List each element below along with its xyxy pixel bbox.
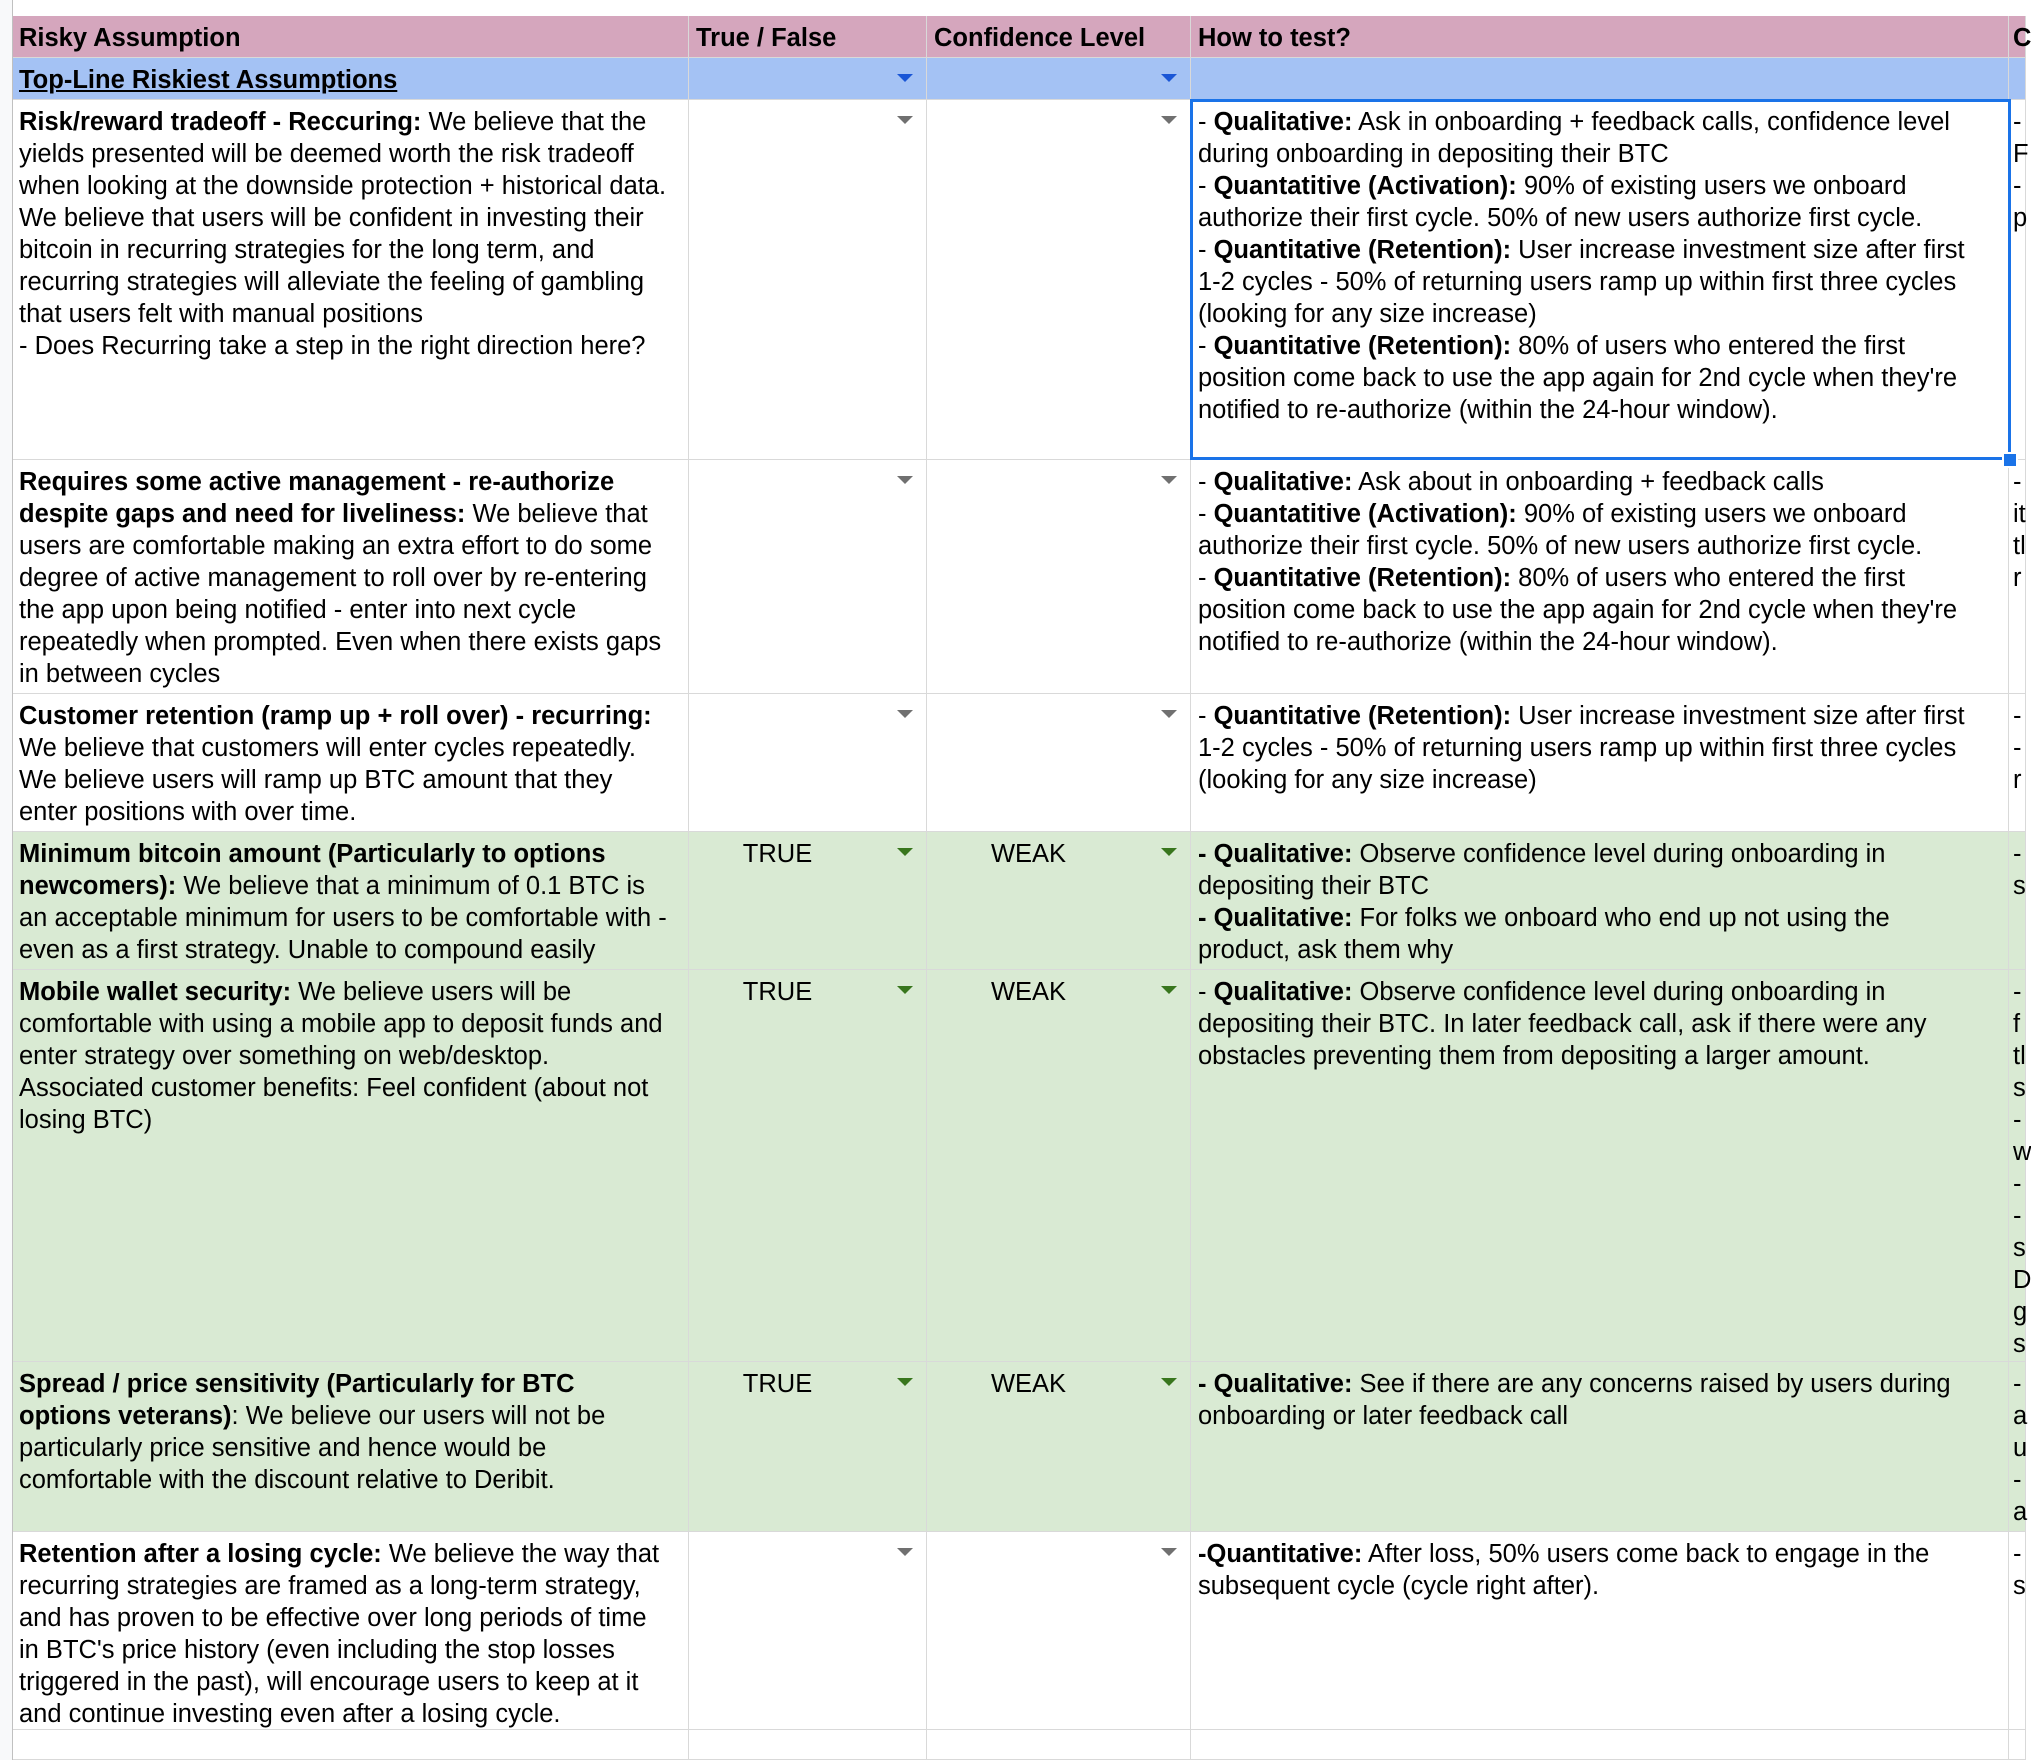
text-line	[1198, 138, 2008, 170]
dropdown-arrow-icon[interactable]	[897, 848, 913, 856]
text-line	[1198, 976, 2008, 1008]
line-text: : We believe our users will not be	[231, 1402, 606, 1430]
line-text: We believe that a minimum of 0.1 BTC is	[176, 872, 645, 900]
clipped-text: tl	[2013, 532, 2026, 560]
line-prefix: -	[1198, 172, 1214, 200]
dropdown-arrow-icon[interactable]	[897, 1548, 913, 1556]
header-label: How to test?	[1198, 24, 1351, 52]
line-text: We believe that users will be confident in investing their	[19, 204, 644, 232]
true-false-value: TRUE	[742, 840, 813, 868]
line-text: the app upon being notified - enter into next cycle	[19, 596, 577, 624]
line-text: and continue investing even after a losing cycle.	[19, 1700, 561, 1728]
text-line	[1198, 266, 2008, 298]
text-line	[19, 976, 688, 1008]
text-line	[19, 298, 688, 330]
text-line	[1198, 700, 2008, 732]
empty-cell[interactable]	[927, 1730, 1191, 1760]
text-line	[19, 626, 688, 658]
text-line	[19, 1634, 688, 1666]
bold-label: - Qualitative:	[1198, 840, 1353, 868]
clipped-text: F	[2013, 140, 2029, 168]
true-false-value: TRUE	[742, 978, 813, 1006]
how-to-test-cell[interactable]	[1191, 100, 2009, 460]
text-line	[1198, 1368, 2008, 1400]
text-line	[19, 266, 688, 298]
dropdown-arrow-icon[interactable]	[1161, 710, 1177, 718]
line-text: subsequent cycle (cycle right after).	[1198, 1572, 1600, 1600]
clipped-text: p	[2013, 204, 2028, 232]
dropdown-arrow-icon[interactable]	[897, 74, 913, 82]
line-text: an acceptable minimum for users to be comfortable with -	[19, 904, 667, 932]
clipped-text: s	[2013, 1234, 2026, 1262]
dropdown-arrow-icon[interactable]	[897, 116, 913, 124]
line-text: losing BTC)	[19, 1106, 153, 1134]
clipped-text: -	[2013, 734, 2022, 762]
text-line	[19, 106, 688, 138]
line-text: position come back to use the app again for 2nd cycle when they're	[1198, 596, 1957, 624]
header-label: C	[2013, 24, 2031, 52]
next-column-cell[interactable]	[2009, 694, 2026, 832]
risky-assumption-cell[interactable]	[12, 694, 689, 832]
bold-label: Minimum bitcoin amount (Particularly to options	[19, 840, 606, 868]
line-text: onboarding or later feedback call	[1198, 1402, 1568, 1430]
dropdown-arrow-icon[interactable]	[1161, 476, 1177, 484]
text-line	[1198, 498, 2008, 530]
text-line	[19, 1464, 688, 1496]
next-column-cell[interactable]	[2009, 970, 2031, 1362]
text-line	[19, 594, 688, 626]
empty-cell[interactable]	[12, 1730, 689, 1760]
dropdown-arrow-icon[interactable]	[1161, 1548, 1177, 1556]
clipped-text: tl	[2013, 1042, 2026, 1070]
text-line	[1198, 330, 2008, 362]
clipped-text: a	[2013, 1498, 2028, 1526]
true-false-cell[interactable]	[689, 970, 927, 1362]
line-text: (looking for any size increase)	[1198, 766, 1537, 794]
clipped-text: -	[2013, 1466, 2022, 1494]
text-line	[1198, 594, 2008, 626]
bold-label: newcomers):	[19, 872, 177, 900]
text-line	[19, 902, 688, 934]
bold-label: -Quantitative:	[1198, 1540, 1363, 1568]
line-text: After loss, 50% users come back to engage in the	[1362, 1540, 1930, 1568]
text-line	[1198, 870, 2008, 902]
line-text: 90% of existing users we onboard	[1516, 500, 1907, 528]
risky-assumption-cell[interactable]	[12, 100, 689, 460]
line-text: - Does Recurring take a step in the right direction here?	[19, 332, 646, 360]
line-text: User increase investment size after first	[1511, 702, 1965, 730]
text-line	[1198, 530, 2008, 562]
line-text: degree of active management to roll over by re-entering	[19, 564, 647, 592]
text-line	[1198, 1538, 2008, 1570]
confidence-level-cell[interactable]	[927, 460, 1191, 694]
bold-label: Requires some active management - re-authorize	[19, 468, 615, 496]
bold-label: Risk/reward tradeoff - Reccuring:	[19, 108, 422, 136]
risky-assumption-cell[interactable]	[12, 970, 689, 1362]
clipped-text: r	[2013, 766, 2022, 794]
line-text: See if there are any concerns raised by users during	[1352, 1370, 1951, 1398]
true-false-value: TRUE	[742, 1370, 813, 1398]
dropdown-arrow-icon[interactable]	[897, 1378, 913, 1386]
text-line	[19, 1698, 688, 1730]
line-text: We believe that the	[421, 108, 647, 136]
text-line	[1198, 732, 2008, 764]
clipped-text: s	[2013, 1074, 2026, 1102]
bold-label: Quantatitive (Activation):	[1213, 500, 1517, 528]
how-to-test-cell[interactable]	[1191, 970, 2009, 1362]
bold-label: Quantatitive (Activation):	[1213, 172, 1517, 200]
text-line	[19, 1570, 688, 1602]
clipped-text: -	[2013, 1540, 2022, 1568]
line-text: User increase investment size after first	[1511, 236, 1965, 264]
confidence-level-cell[interactable]	[927, 100, 1191, 460]
clipped-text: s	[2013, 1572, 2026, 1600]
bold-label: Quantitative (Retention):	[1213, 332, 1512, 360]
bold-label: Retention after a losing cycle:	[19, 1540, 382, 1568]
line-prefix: -	[1198, 978, 1214, 1006]
line-text: position come back to use the app again for 2nd cycle when they're	[1198, 364, 1957, 392]
text-line	[19, 1368, 688, 1400]
line-prefix: -	[1198, 332, 1214, 360]
bold-label: Customer retention (ramp up + roll over) - recurring:	[19, 702, 652, 730]
line-text: Ask about in onboarding + feedback calls	[1352, 468, 1824, 496]
clipped-text: -	[2013, 108, 2022, 136]
true-false-cell[interactable]	[689, 832, 927, 970]
line-text: notified to re-authorize (within the 24-hour window).	[1198, 396, 1778, 424]
line-text: 80% of users who entered the first	[1511, 332, 1906, 360]
line-text: We believe the way that	[381, 1540, 660, 1568]
clipped-text: w	[2013, 1138, 2031, 1166]
text-line	[19, 466, 688, 498]
confidence-level-cell[interactable]	[927, 832, 1191, 970]
header-label: Risky Assumption	[19, 24, 241, 52]
dropdown-arrow-icon[interactable]	[897, 710, 913, 718]
empty-cell[interactable]	[1191, 1730, 2009, 1760]
text-line	[1198, 202, 2008, 234]
text-line	[19, 870, 688, 902]
section-dropdown-cell-conf[interactable]	[927, 58, 1191, 100]
line-text: Observe confidence level during onboarding in	[1352, 978, 1886, 1006]
text-line	[19, 1666, 688, 1698]
risky-assumption-cell[interactable]	[12, 460, 689, 694]
next-column-cell[interactable]	[2009, 100, 2029, 460]
confidence-value: WEAK	[990, 978, 1067, 1006]
dropdown-arrow-icon[interactable]	[1161, 848, 1177, 856]
line-prefix: -	[1198, 702, 1214, 730]
clipped-text: -	[2013, 1106, 2022, 1134]
line-text: For folks we onboard who end up not using the	[1352, 904, 1890, 932]
text-line	[19, 796, 688, 828]
column-header-true-false[interactable]	[689, 16, 927, 58]
how-to-test-cell[interactable]	[1191, 694, 2009, 832]
text-line	[1198, 562, 2008, 594]
text-line	[1198, 106, 2008, 138]
text-line	[19, 530, 688, 562]
text-line	[19, 170, 688, 202]
bold-label: Quantitative (Retention):	[1213, 564, 1512, 592]
dropdown-arrow-icon[interactable]	[1161, 1378, 1177, 1386]
risky-assumption-cell[interactable]	[12, 832, 689, 970]
text-line	[19, 1538, 688, 1570]
clipped-text: -	[2013, 1170, 2022, 1198]
clipped-text: -	[2013, 840, 2022, 868]
text-line	[1198, 1570, 2008, 1602]
empty-cell[interactable]	[689, 1730, 927, 1760]
risky-assumption-cell[interactable]	[12, 1532, 689, 1730]
line-text: that users felt with manual positions	[19, 300, 423, 328]
line-text: recurring strategies are framed as a long-term strategy,	[19, 1572, 641, 1600]
text-line	[19, 1072, 688, 1104]
empty-cell[interactable]	[2009, 1730, 2026, 1760]
bold-label: Mobile wallet security:	[19, 978, 292, 1006]
next-column-cell[interactable]	[2009, 460, 2026, 694]
column-header-confidence-level[interactable]	[927, 16, 1191, 58]
line-text: particularly price sensitive and hence would be	[19, 1434, 547, 1462]
how-to-test-cell[interactable]	[1191, 460, 2009, 694]
line-text: when looking at the downside protection + historical data.	[19, 172, 667, 200]
header-label: True / False	[696, 24, 837, 52]
row-gutter	[0, 0, 13, 1760]
text-line	[19, 1040, 688, 1072]
bold-label: - Qualitative:	[1198, 1370, 1353, 1398]
bold-label: - Qualitative:	[1198, 904, 1353, 932]
text-line	[1198, 902, 2008, 934]
how-to-test-cell[interactable]	[1191, 832, 2009, 970]
clipped-text: s	[2013, 872, 2026, 900]
confidence-level-cell[interactable]	[927, 1532, 1191, 1730]
text-line	[19, 1104, 688, 1136]
line-text: in between cycles	[19, 660, 221, 688]
true-false-cell[interactable]	[689, 1532, 927, 1730]
next-column-cell[interactable]	[2009, 1532, 2026, 1730]
line-text: product, ask them why	[1198, 936, 1454, 964]
confidence-value: WEAK	[990, 840, 1067, 868]
clipped-text: -	[2013, 468, 2022, 496]
text-line	[1198, 466, 2008, 498]
line-text: in BTC's price history (even including the stop losses	[19, 1636, 615, 1664]
line-text: 1-2 cycles - 50% of returning users ramp up within first three cycles	[1198, 734, 1957, 762]
dropdown-arrow-icon[interactable]	[897, 986, 913, 994]
text-line	[1198, 394, 2008, 426]
text-line	[19, 700, 688, 732]
line-prefix: -	[1198, 108, 1214, 136]
text-line	[19, 934, 688, 966]
clipped-text: -	[2013, 978, 2022, 1006]
true-false-cell[interactable]	[689, 100, 927, 460]
section-cell-e[interactable]	[2009, 58, 2026, 100]
line-text: We believe that customers will enter cycles repeatedly.	[19, 734, 636, 762]
line-text: recurring strategies will alleviate the feeling of gambling	[19, 268, 645, 296]
bold-label: despite gaps and need for liveliness:	[19, 500, 466, 528]
line-text: We believe users will be	[291, 978, 572, 1006]
line-text: comfortable with using a mobile app to deposit funds and	[19, 1010, 663, 1038]
text-line	[1198, 838, 2008, 870]
dropdown-arrow-icon[interactable]	[1161, 116, 1177, 124]
text-line	[1198, 626, 2008, 658]
text-line	[19, 764, 688, 796]
how-to-test-cell[interactable]	[1191, 1362, 2009, 1532]
line-text: enter strategy over something on web/desktop.	[19, 1042, 550, 1070]
text-line	[1198, 298, 2008, 330]
header-label: Confidence Level	[934, 24, 1146, 52]
line-text: comfortable with the discount relative to Deribit.	[19, 1466, 555, 1494]
text-line	[19, 1432, 688, 1464]
risky-assumption-cell[interactable]	[12, 1362, 689, 1532]
line-text: 90% of existing users we onboard	[1516, 172, 1907, 200]
column-header-risky-assumption[interactable]	[12, 16, 689, 58]
bold-label: Quantitative (Retention):	[1213, 702, 1512, 730]
clipped-text: f	[2013, 1010, 2021, 1038]
line-text: yields presented will be deemed worth the risk tradeoff	[19, 140, 634, 168]
confidence-level-cell[interactable]	[927, 970, 1191, 1362]
true-false-cell[interactable]	[689, 460, 927, 694]
text-line	[19, 498, 688, 530]
clipped-text: g	[2013, 1298, 2028, 1326]
line-text: triggered in the past), will encourage users to keep at it	[19, 1668, 639, 1696]
line-text: authorize their first cycle. 50% of new users authorize first cycle.	[1198, 204, 1923, 232]
line-prefix: -	[1198, 500, 1214, 528]
true-false-cell[interactable]	[689, 694, 927, 832]
clipped-text: -	[2013, 172, 2022, 200]
bold-label: Quantitative (Retention):	[1213, 236, 1512, 264]
true-false-cell[interactable]	[689, 1362, 927, 1532]
text-line	[19, 202, 688, 234]
line-text: bitcoin in recurring strategies for the long term, and	[19, 236, 595, 264]
clipped-text: s	[2013, 1330, 2026, 1358]
bold-label: Qualitative:	[1213, 468, 1353, 496]
clipped-text: r	[2013, 564, 2022, 592]
text-line	[19, 234, 688, 266]
bold-label: Qualitative:	[1213, 978, 1353, 1006]
next-column-cell[interactable]	[2009, 1362, 2026, 1532]
bold-label: Qualitative:	[1213, 108, 1353, 136]
line-text: Ask in onboarding + feedback calls, confidence level	[1352, 108, 1950, 136]
column-header-how-to-test[interactable]	[1191, 16, 2009, 58]
clipped-text: -	[2013, 1370, 2022, 1398]
bold-label: Spread / price sensitivity (Particularly for BTC	[19, 1370, 575, 1398]
line-text: enter positions with over time.	[19, 798, 357, 826]
line-text: and has proven to be effective over long periods of time	[19, 1604, 647, 1632]
text-line	[1198, 1008, 2008, 1040]
line-text: during onboarding in depositing their BTC	[1198, 140, 1669, 168]
text-line	[19, 658, 688, 690]
text-line	[19, 562, 688, 594]
line-prefix: -	[1198, 564, 1214, 592]
text-line	[19, 732, 688, 764]
text-line	[19, 1602, 688, 1634]
line-text: authorize their first cycle. 50% of new users authorize first cycle.	[1198, 532, 1923, 560]
confidence-level-cell[interactable]	[927, 1362, 1191, 1532]
text-line	[1198, 170, 2008, 202]
column-header-next[interactable]	[2009, 16, 2031, 58]
section-title-cell[interactable]	[12, 58, 689, 100]
clipped-text: -	[2013, 702, 2022, 730]
text-line	[1198, 1400, 2008, 1432]
text-line	[19, 1008, 688, 1040]
section-dropdown-cell-tf[interactable]	[689, 58, 927, 100]
next-column-cell[interactable]	[2009, 832, 2026, 970]
line-text: users are comfortable making an extra effort to do some	[19, 532, 653, 560]
confidence-level-cell[interactable]	[927, 694, 1191, 832]
clipped-text: u	[2013, 1434, 2028, 1462]
section-cell-d[interactable]	[1191, 58, 2009, 100]
line-text: notified to re-authorize (within the 24-hour window).	[1198, 628, 1778, 656]
confidence-value: WEAK	[990, 1370, 1067, 1398]
line-text: obstacles preventing them from depositing a larger amount.	[1198, 1042, 1870, 1070]
text-line	[19, 138, 688, 170]
line-text: Associated customer benefits: Feel confident (about not	[19, 1074, 649, 1102]
bold-label: options veterans)	[19, 1402, 232, 1430]
dropdown-arrow-icon[interactable]	[1161, 74, 1177, 82]
line-text: depositing their BTC. In later feedback call, ask if there were any	[1198, 1010, 1927, 1038]
dropdown-arrow-icon[interactable]	[897, 476, 913, 484]
clipped-text: a	[2013, 1402, 2028, 1430]
text-line	[1198, 362, 2008, 394]
fill-handle[interactable]	[2002, 452, 2018, 468]
text-line	[1198, 764, 2008, 796]
clipped-text: -	[2013, 1202, 2022, 1230]
line-text: repeatedly when prompted. Even when there exists gaps	[19, 628, 662, 656]
dropdown-arrow-icon[interactable]	[1161, 986, 1177, 994]
line-text: (looking for any size increase)	[1198, 300, 1537, 328]
text-line	[19, 1400, 688, 1432]
clipped-text: it	[2013, 500, 2026, 528]
how-to-test-cell[interactable]	[1191, 1532, 2009, 1730]
text-line	[19, 838, 688, 870]
text-line	[1198, 234, 2008, 266]
line-text: even as a first strategy. Unable to compound easily	[19, 936, 596, 964]
line-text: 80% of users who entered the first	[1511, 564, 1906, 592]
text-line	[19, 330, 688, 362]
line-text: 1-2 cycles - 50% of returning users ramp up within first three cycles	[1198, 268, 1957, 296]
line-prefix: -	[1198, 236, 1214, 264]
text-line	[1198, 1040, 2008, 1072]
line-prefix: -	[1198, 468, 1214, 496]
line-text: Observe confidence level during onboarding in	[1352, 840, 1886, 868]
text-line	[1198, 934, 2008, 966]
line-text: We believe that	[465, 500, 648, 528]
clipped-text: D	[2013, 1266, 2031, 1294]
section-title: Top-Line Riskiest Assumptions	[19, 66, 398, 94]
line-text: We believe users will ramp up BTC amount that they	[19, 766, 613, 794]
line-text: depositing their BTC	[1198, 872, 1430, 900]
